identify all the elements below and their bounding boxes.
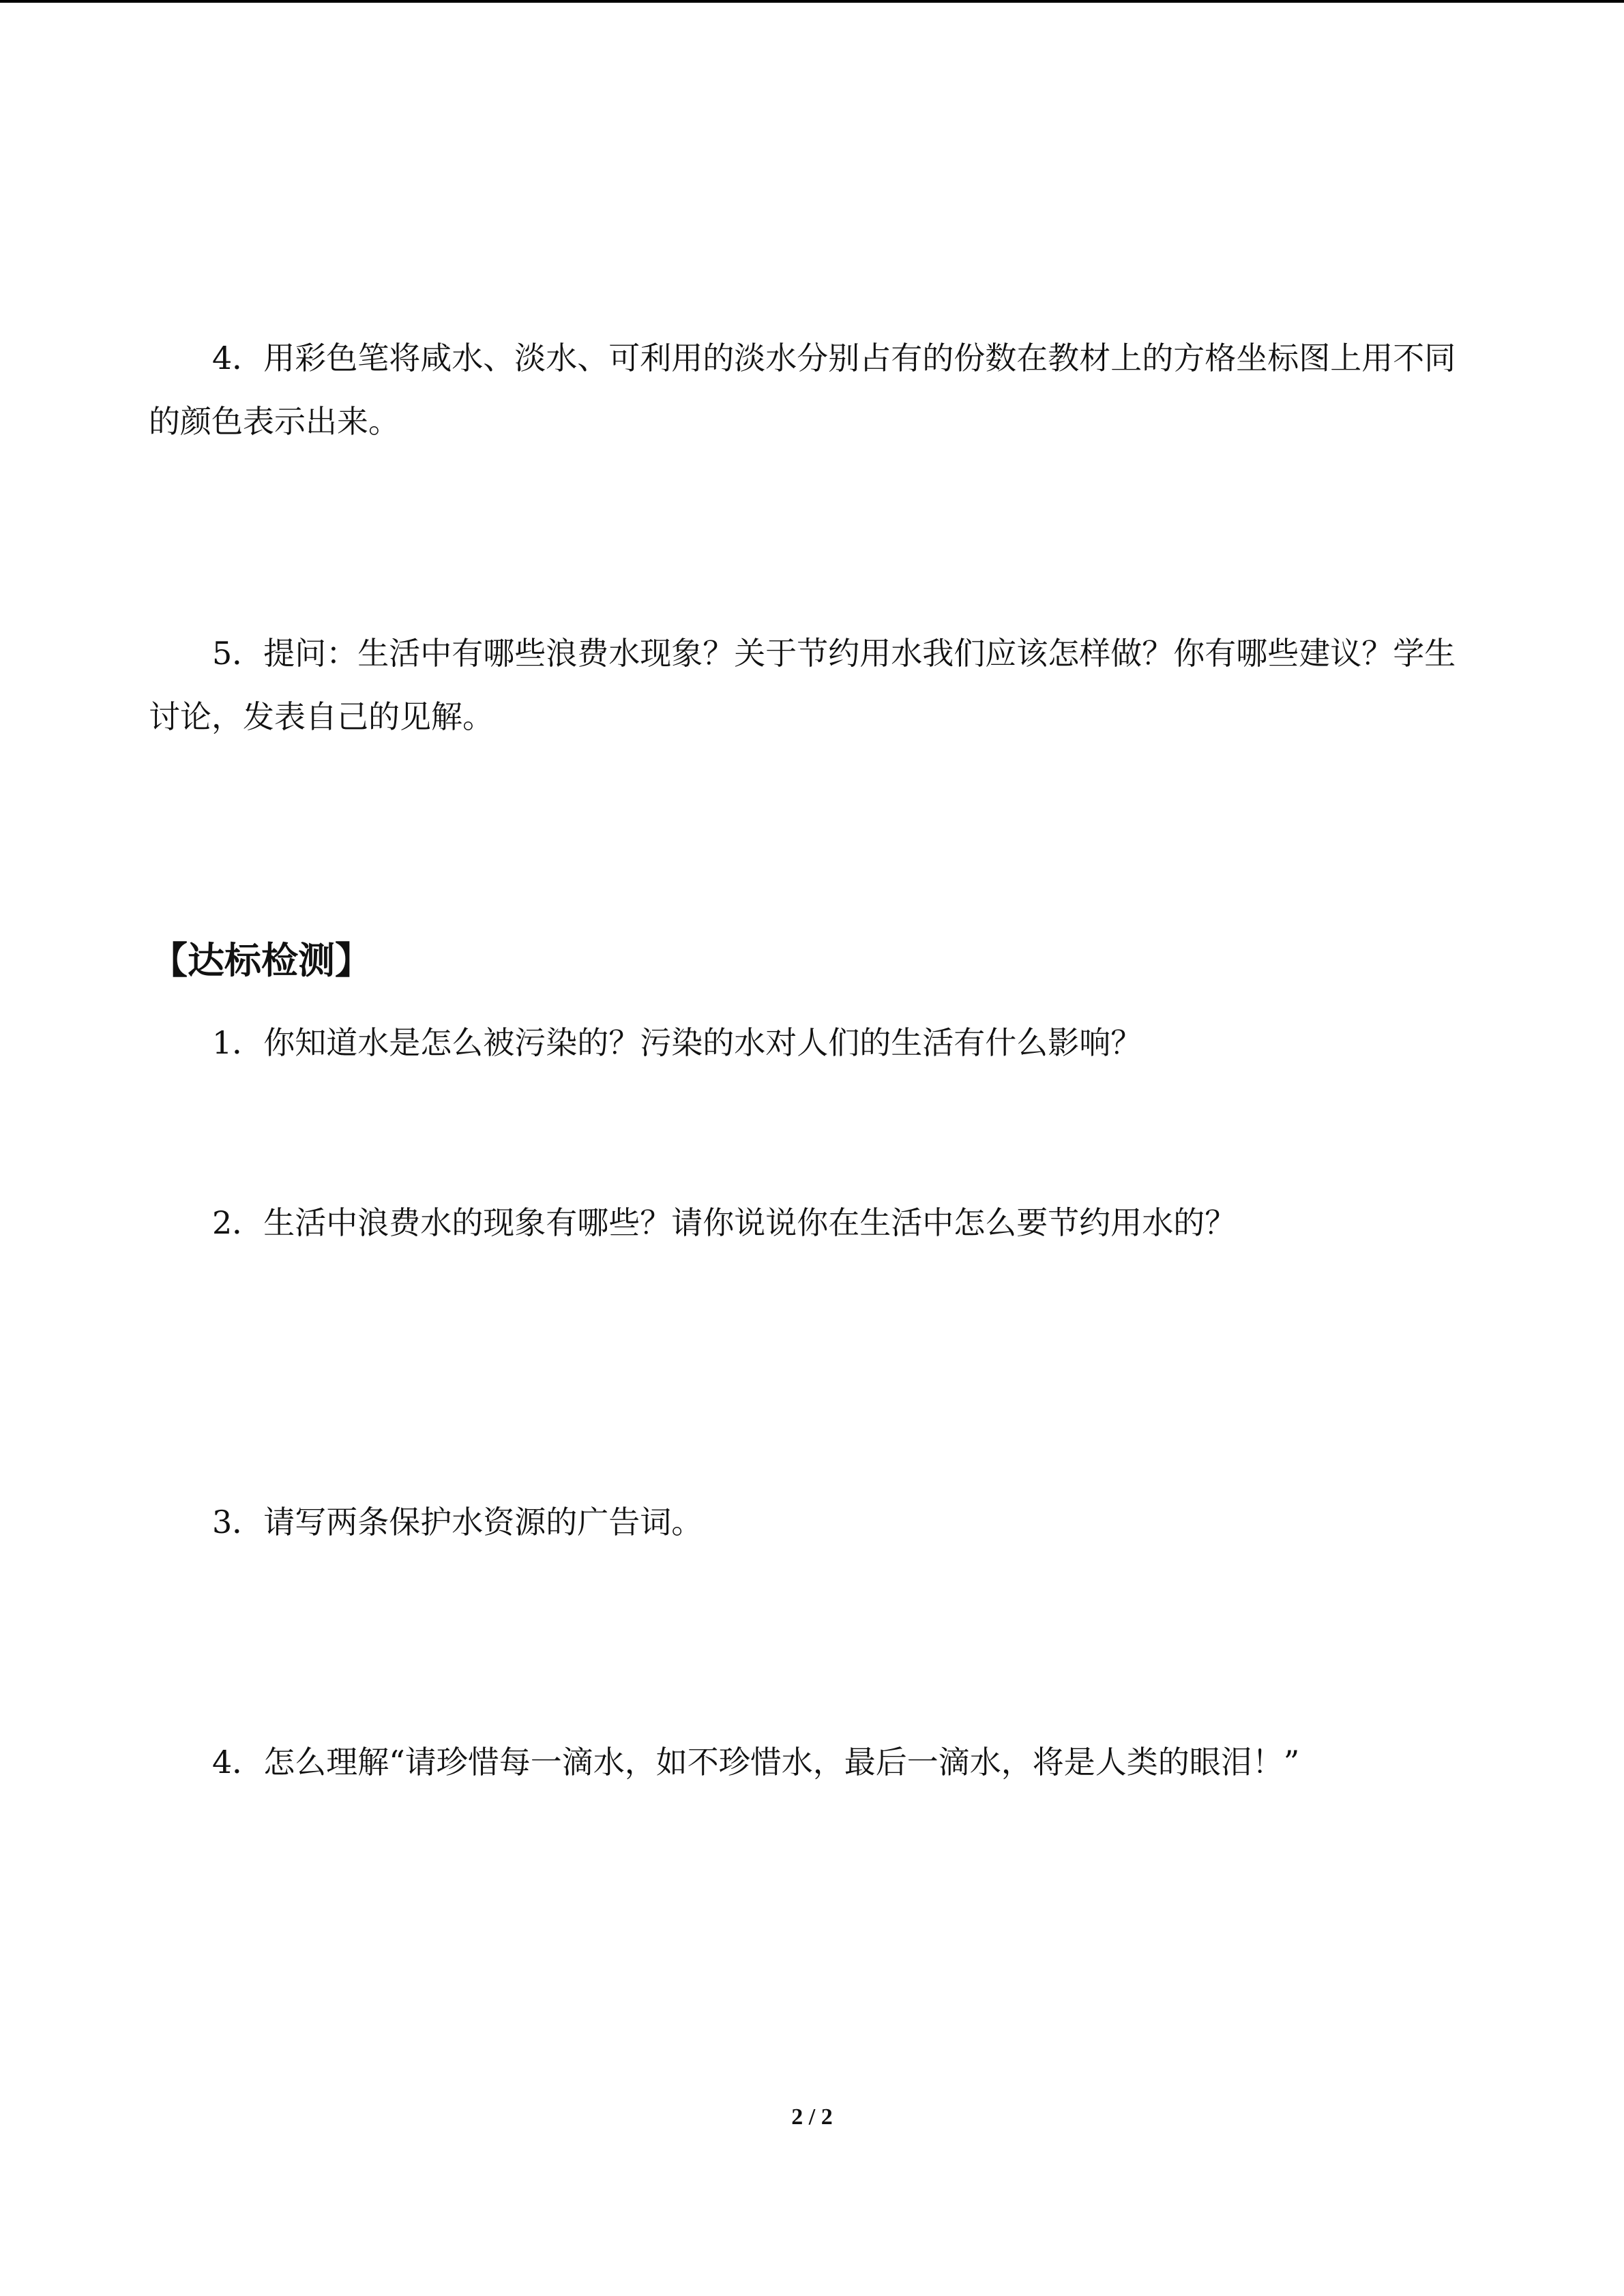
question-item-4: 4．怎么理解“请珍惜每一滴水，如不珍惜水，最后一滴水，将是人类的眼泪！” bbox=[212, 1744, 1300, 1780]
paragraph-step-5: 5．提问：生活中有哪些浪费水现象？关于节约用水我们应该怎样做？你有哪些建议？学生讨论，发表自己的见解。 bbox=[149, 635, 1456, 735]
paragraph-step-4: 4．用彩色笔将咸水、淡水、可利用的淡水分别占有的份数在教材上的方格坐标图上用不同的颜色表示出来。 bbox=[149, 340, 1456, 440]
question-item-2: 2．生活中浪费水的现象有哪些？请你说说你在生活中怎么要节约用水的？ bbox=[212, 1204, 1237, 1241]
top-border-line bbox=[0, 0, 1624, 3]
section-heading: 【达标检测】 bbox=[151, 939, 372, 982]
page-number: 2 / 2 bbox=[791, 2104, 833, 2130]
question-item-3: 3．请写两条保护水资源的广告词。 bbox=[212, 1504, 703, 1540]
question-item-1: 1．你知道水是怎么被污染的？污染的水对人们的生活有什么影响？ bbox=[212, 1024, 1142, 1061]
